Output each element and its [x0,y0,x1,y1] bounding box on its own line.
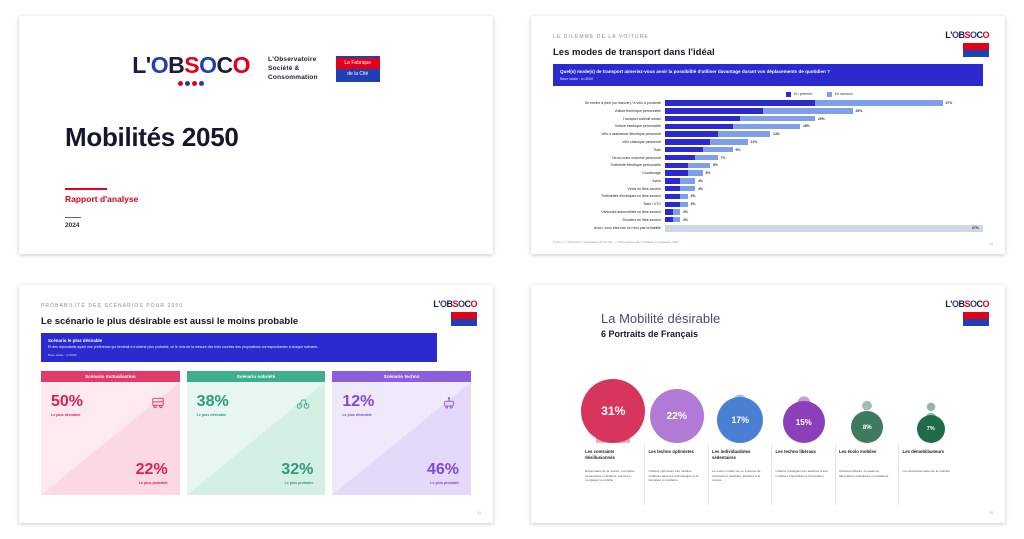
persona-percentage: 15% [795,417,812,427]
persona-name: Les démobilisateurs [902,449,945,455]
badge-red-bar [451,312,477,319]
bar-segment-second [763,108,853,113]
persona-card[interactable] [776,357,833,509]
scenario-panels [41,371,471,495]
bar-segment-premier [665,124,733,129]
bar-track [665,154,983,161]
bar-value-label: 37% [945,101,953,106]
fabrique-de-la-cite-logo [963,312,989,326]
tagline-line-1: L'Observatoire [268,55,317,63]
year-divider [65,217,81,218]
bar-track [665,178,983,185]
bar-track [665,123,983,130]
persona-bubble [717,397,763,443]
bar-label: Se rendre à pied (ou marche) / à vélo à proximité [584,101,661,106]
bar-segment-premier [665,209,673,214]
bar-label: Deux-roues motorisé personnel [612,155,661,160]
slide-number: 31 [477,511,481,516]
scenario-band-desc: Et des répondants ayant une préférence qui tiendrait à s'obtenir plus probable, ce le trois de la mesure des trois courbes des propositions correspondantes à chaque scénario. [48,345,319,350]
legend-item-second [827,92,853,97]
obsoco-logo-group [132,52,250,86]
slide2-title: Les modes de transport dans l'idéal [553,46,715,58]
persona-list [585,357,959,509]
slide-cell-2 [512,0,1024,270]
bar-track [665,193,983,200]
bar-segment-premier [665,163,688,168]
bar-segment-second [673,209,681,214]
robot-car-icon [441,396,457,415]
persona-percentage: 7% [926,426,935,433]
bar-value-label: 4% [698,178,703,183]
bar-segment-second [680,194,688,199]
bar-row [553,201,983,208]
scenario-desirable [51,394,83,417]
bar-chart [553,100,983,232]
persona-name: Les contraints désillusionnés [585,449,615,460]
persona-divider [708,445,709,505]
bar-label: Avion, vous êtes loin ce n'est pas la fiabilité [593,225,661,230]
scenario-probable [281,462,313,485]
scenario-band [41,333,437,361]
scenario-probable-value: 46% [426,461,460,479]
bar-track [665,108,983,115]
persona-card[interactable] [649,357,706,509]
bar-segment-second [740,116,815,121]
question-text: Quel(s) mode(s) de transport aimeriez-vous avoir la possibilité d'utiliser davantage durant vos déplacements de quotidien ? [560,68,830,74]
persona-description: Climato-militants, convaincus, alternatives pratiquées et existantes [839,469,889,478]
bar-track [665,216,983,223]
slide3-kicker: PROBABILITÉ DES SCÉNARIOS POUR 2050 [41,303,184,310]
bar-label: Trottinettes électriques en libre-service [601,194,661,199]
report-subtitle: Rapport d'analyse [65,193,139,204]
slide2-logo [945,30,989,57]
footnote: Source : L'ObSoCo / La Fabrique de la Cité — Observatoire des mobilités émergentes 2024 [553,239,679,244]
bar-segment-second [680,178,695,183]
fabrique-de-la-cite-logo [336,56,380,82]
scenario-desirable-value: 38% [196,393,229,411]
persona-description: Dépendants de la voiture, contraints, pessimistes et défiants, peinent à s'engager la mobilité [585,469,636,483]
bar-value-label: 4% [698,186,703,191]
slide-personas[interactable] [531,285,1005,523]
bar-segment-premier [665,202,680,207]
bar-row [553,154,983,161]
bar-segment-premier [665,217,673,222]
bar-track [665,185,983,192]
bar-track [665,131,983,138]
scenario-probable-value: 32% [281,461,314,479]
persona-description: Urbains optimistes très mobiles confiants dans les technologies et la transition et confiants [648,469,699,483]
scenario-desirable-label: Le plus désirable [196,413,227,418]
bar-value-label: 3% [690,202,696,207]
scenario-panel-body [187,382,326,495]
bar-label: Covoiturage [642,171,661,176]
scenario-probable-label: Le plus probable [138,481,168,486]
bar-track [665,209,983,216]
fabrique-de-la-cite-logo [963,43,989,57]
scenario-desirable-label: Le plus désirable [342,413,372,418]
persona-name: Les techno optimistes [648,449,694,455]
slide4-subtitle: 6 Portraits de Français [601,329,699,340]
bar-track [665,201,983,208]
bar-segment-second [815,100,943,105]
persona-bubble [851,411,883,443]
bar-row [553,185,983,192]
bar-segment-premier [665,194,680,199]
bar-segment-second [680,186,695,191]
bar-label: Vélos en libre-service [627,186,661,191]
persona-percentage: 31% [601,404,626,419]
bar-segment-premier [665,147,703,152]
scenario-panel-header: Scénario mutualisation [41,371,180,382]
bar-row [553,123,983,130]
legend-swatch-premier [786,92,791,97]
bar-row [553,162,983,169]
scenario-desirable [197,394,229,417]
bar-value-label: 2% [683,209,688,214]
bar-segment-second [703,147,733,152]
obsoco-logo: L'OBSOCO [433,299,477,310]
total-bar-value: 37% [971,226,979,231]
bar-value-label: 25% [855,108,863,113]
slide-title[interactable] [19,16,493,254]
bar-segment-premier [665,139,710,144]
bar-row [553,131,983,138]
bar-track [665,162,983,169]
slide2-kicker: LE DILEMME DE LA VOITURE [553,33,649,40]
bus-icon [150,396,166,415]
persona-bubble [917,415,945,443]
persona-name: Les écolo mobiles [839,449,877,455]
obsoco-tagline [268,55,318,83]
bicycle-icon [295,396,311,415]
bar-label: Véhicules automobiles en libre-service [601,209,661,214]
slide3-logo [433,299,477,326]
tagline-line-3: Consommation [268,74,318,82]
legend-item-premier [786,92,813,97]
bar-label: Vélo classique personnel [622,139,661,144]
bar-row [553,216,983,223]
bar-segment-second [688,170,703,175]
scenario-panel[interactable] [187,371,326,495]
persona-percentage: 22% [666,410,687,422]
bar-segment-second [688,163,711,168]
bar-label: Avion [652,178,661,183]
scenario-panel-body [41,382,180,495]
bar-value-label: 11% [750,139,758,144]
bar-track [665,170,983,177]
persona-card[interactable] [585,357,642,509]
bar-label: Taxis / VTC [643,202,661,207]
bar-row [553,139,983,146]
slide4-title: La Mobilité désirable [601,311,721,327]
bar-label: Trottinette électrique personnelle [610,163,661,168]
persona-description: Les démissionnaires de la mobilité [902,469,950,474]
slide-cell-4 [512,270,1024,539]
bar-row [553,115,983,122]
bar-row [553,100,983,107]
scenario-desirable-value: 50% [51,393,84,411]
persona-name: Les individualistes sédentaires [712,449,751,460]
scenario-panel-header: Scénario techno [332,371,471,382]
persona-divider [898,445,899,505]
logo-dots [178,81,204,86]
partner-top-label: La Fabrique [336,58,380,69]
bar-row [553,193,983,200]
obsoco-logo: L'OBSOCO [132,51,251,78]
bar-track [665,115,983,122]
tagline-line-2: Société & [268,65,300,73]
bar-value-label: 20% [818,116,825,121]
scenario-probable [136,462,168,485]
persona-bubble [650,389,704,443]
scenario-panel[interactable] [332,371,471,495]
scenario-panel-header: Scénario sobriété [187,371,326,382]
bar-segment-second [718,131,771,136]
fabrique-de-la-cite-logo [451,312,477,326]
slide3-title: Le scénario le plus désirable est aussi le moins probable [41,316,299,328]
persona-card[interactable] [903,357,960,509]
bar-segment-second [673,217,681,222]
bar-value-label: 6% [713,163,718,168]
slide-number: 38 [989,511,993,516]
scenario-probable-value: 22% [135,461,168,479]
bar-value-label: 18% [803,124,810,129]
persona-divider [835,445,836,505]
bar-track [665,139,983,146]
scenario-probable-label: Le plus probable [284,481,314,486]
bar-row [553,209,983,216]
question-band [553,64,983,87]
chart-legend [786,92,853,97]
badge-blue-bar [963,50,989,57]
persona-bubble [581,379,645,443]
base-text: Base totale : n=4000 [560,77,594,82]
total-bar-row [665,225,983,232]
bar-label: Voiture électrique personnelle [614,124,661,129]
persona-divider [771,445,772,505]
bar-segment-second [710,139,748,144]
persona-divider [644,445,645,505]
slide-transport-modes[interactable] [531,16,1005,254]
persona-percentage: 8% [862,423,872,431]
obsoco-logo: L'OBSOCO [945,299,989,310]
report-year: 2024 [65,221,80,229]
bar-segment-premier [665,170,688,175]
slide4-logo [945,299,989,326]
bar-segment-second [733,124,801,129]
bar-value-label: 7% [720,155,726,160]
scenario-band-title: Scénario le plus désirable [48,338,103,344]
badge-blue-bar [451,319,477,326]
scenario-panel[interactable] [41,371,180,495]
bar-label: Train [653,147,661,152]
bar-label: Scooters en libre-service [622,217,661,222]
persona-description: Le moins mobile sur ce système de proximité et satisfaits, attachés à la voiture [712,469,761,483]
slide-number: 12 [989,241,993,246]
scenario-desirable-label: Le plus désirable [51,413,81,418]
partner-bottom-label: de la Cité [347,70,369,77]
persona-card[interactable] [712,357,769,509]
bar-label: Voiture thermique personnelle [614,108,661,113]
obsoco-logo: L'OBSOCO [945,29,989,40]
bar-row [553,146,983,153]
persona-bubble [783,401,825,443]
bar-value-label: 3% [690,194,696,199]
bar-value-label: 14% [773,132,780,137]
bar-row [553,178,983,185]
slide1-header [19,52,493,86]
bar-row [553,170,983,177]
bar-label: Transport collectif urbain [622,116,661,121]
persona-description: Urbains privilégiés très attachés à leur mobilité et favorables à l'innovation [775,469,828,478]
bar-segment-premier [665,131,718,136]
legend-swatch-second [827,92,832,97]
legend-label-second: En second [834,92,853,97]
bar-segment-premier [665,100,815,105]
bar-segment-premier [665,116,740,121]
badge-red-bar [963,312,989,319]
slide-cell-1 [0,0,512,270]
scenario-probable-label: Le plus probable [430,481,460,486]
persona-percentage: 17% [731,415,749,426]
bar-segment-premier [665,186,680,191]
bar-value-label: 9% [735,147,741,152]
bar-segment-second [695,155,718,160]
bar-track [665,146,983,153]
bar-segment-second [680,202,688,207]
bar-segment-premier [665,155,695,160]
bar-label: Vélo à assistance électrique personnel [601,132,661,137]
page-title: Mobilités 2050 [65,121,239,152]
scenario-panel-body [332,382,471,495]
badge-red-bar [963,43,989,50]
legend-label-premier: En premier [794,92,813,97]
scenario-probable [427,462,459,485]
slide-cell-3 [0,270,512,539]
bar-value-label: 2% [683,217,688,222]
bar-segment-premier [665,108,763,113]
scenario-desirable [342,394,374,417]
badge-blue-bar [963,319,989,326]
bar-track [665,100,983,107]
persona-name: Les techno libéraux [775,449,816,455]
scenario-band-base: Base totale : n=4000 [48,352,77,357]
slide-scenarios[interactable] [19,285,493,523]
bar-value-label: 5% [705,171,711,176]
scenario-desirable-value: 12% [342,393,375,411]
persona-card[interactable] [839,357,896,509]
bar-row [553,108,983,115]
title-divider [65,188,107,190]
bar-segment-premier [665,178,680,183]
